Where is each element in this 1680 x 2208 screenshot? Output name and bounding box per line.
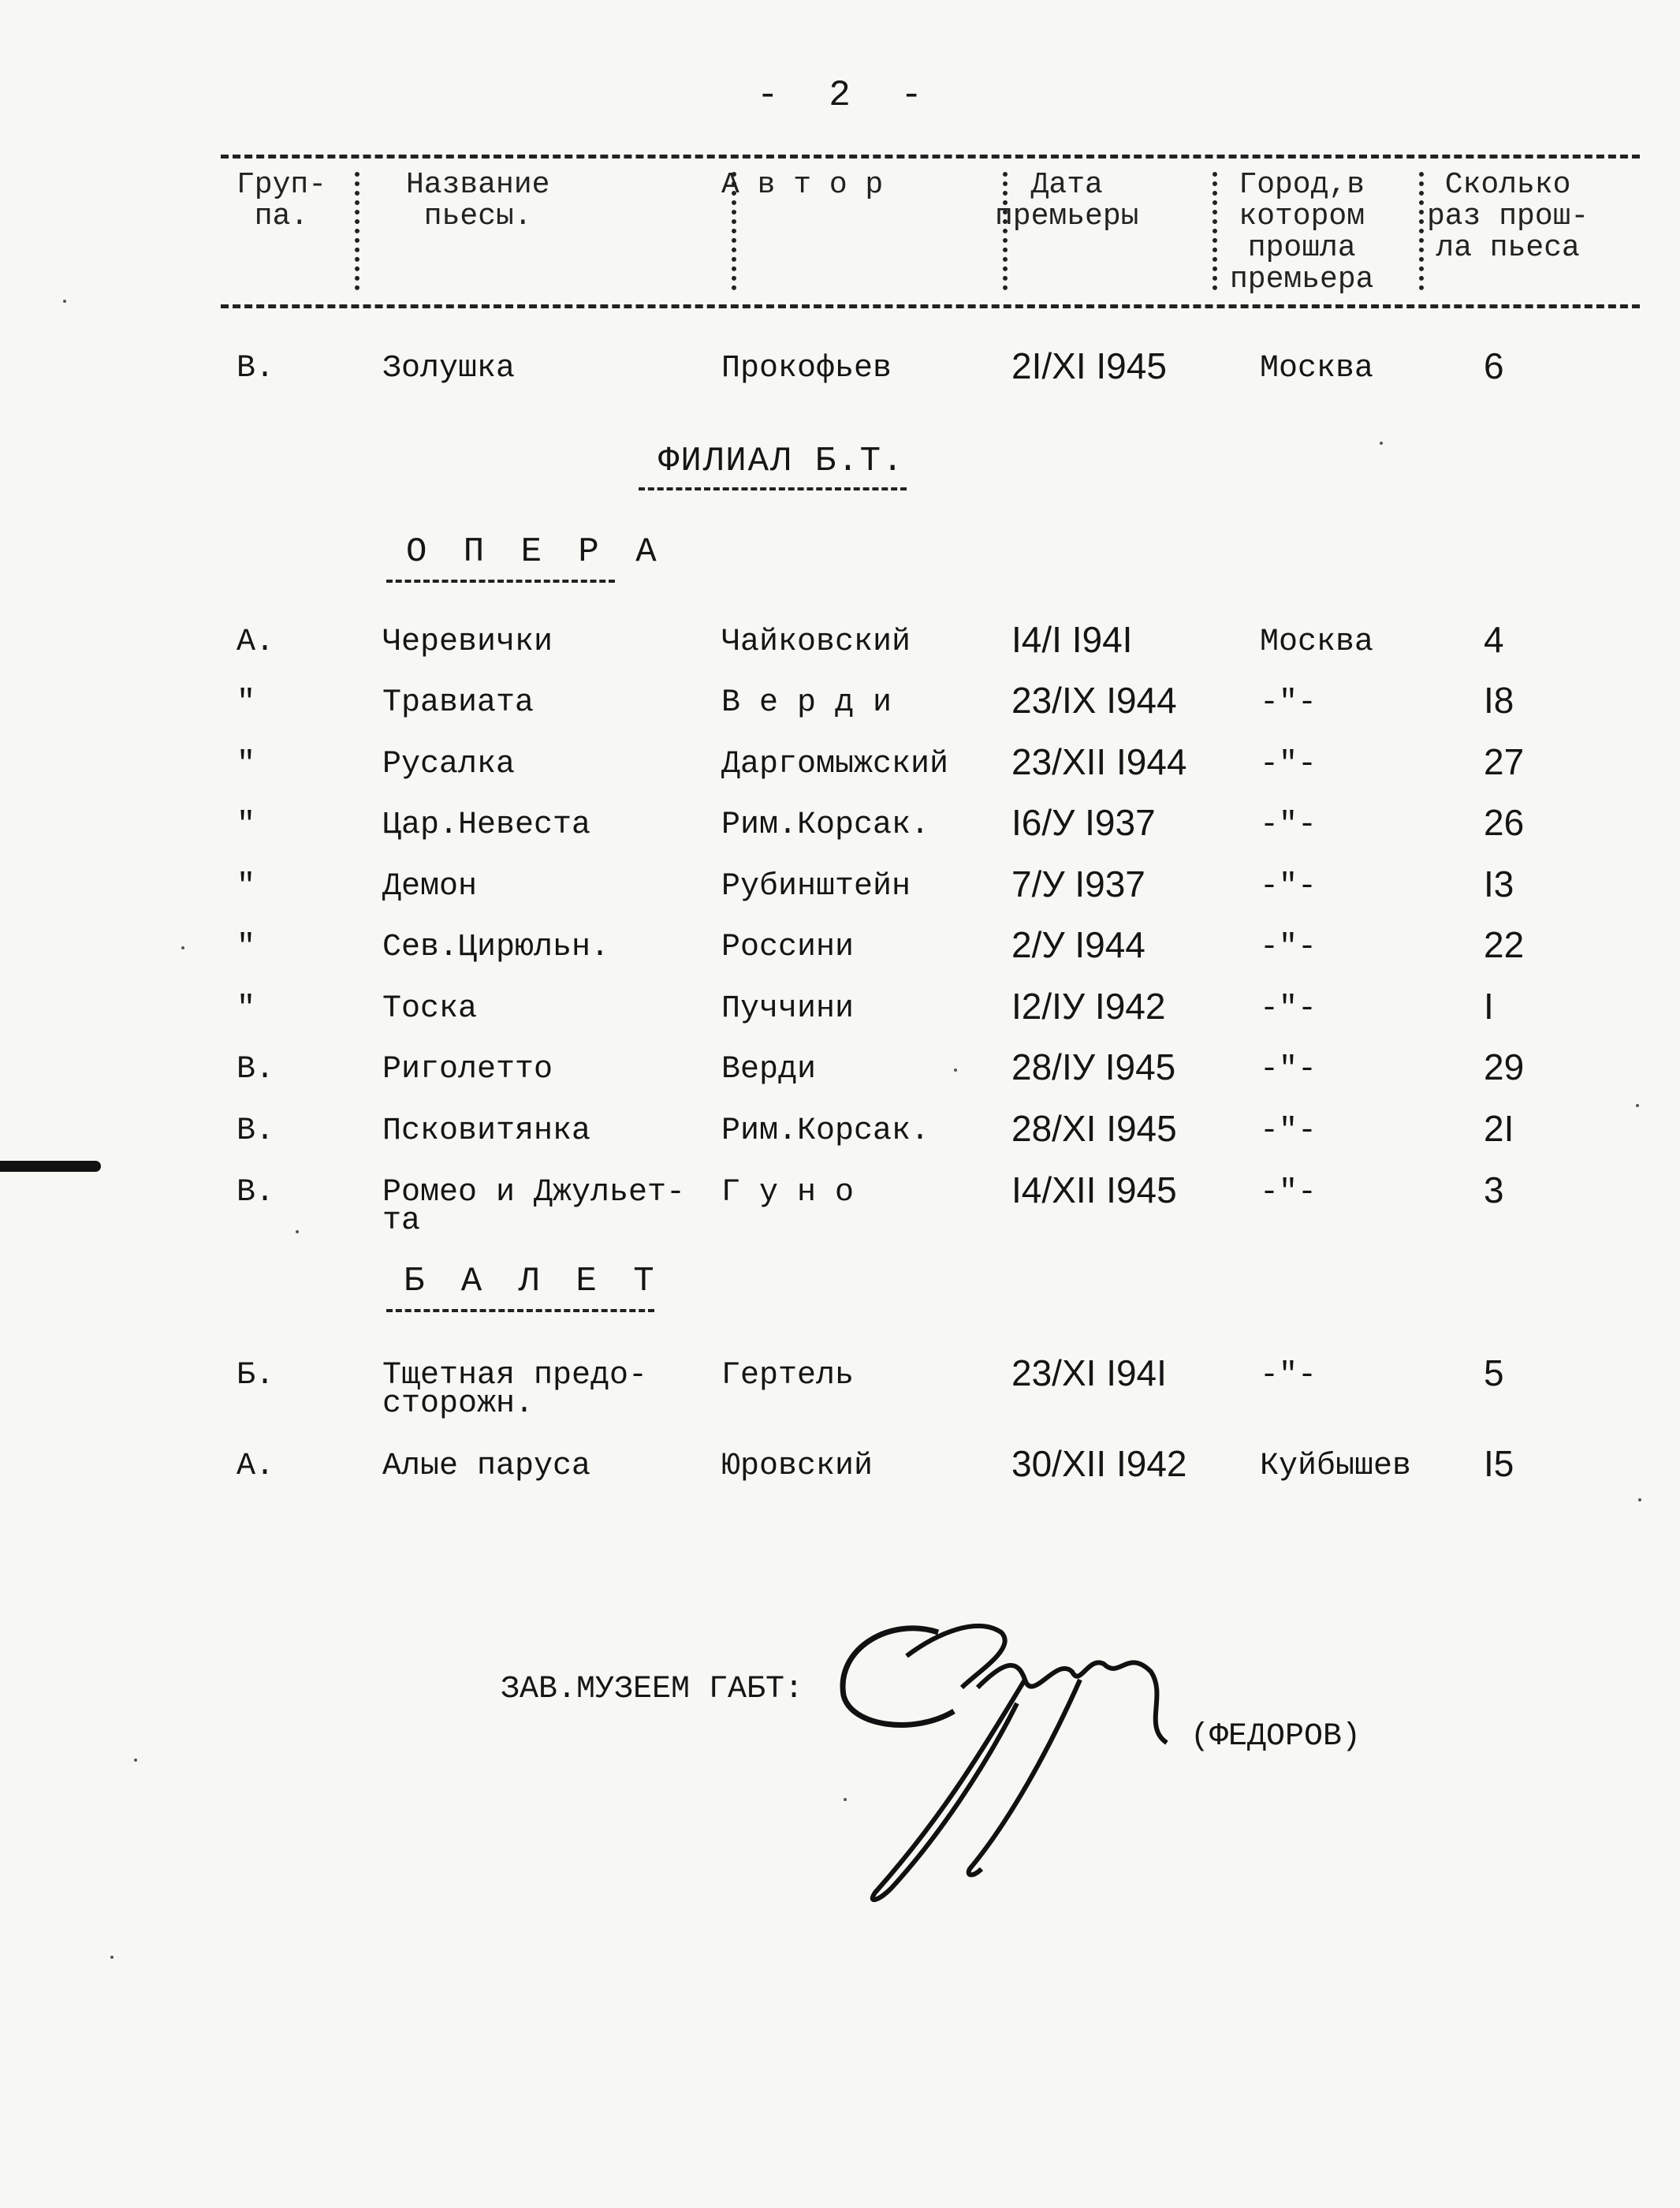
column-header: Город,в котором прошла премьера bbox=[1230, 168, 1374, 297]
cell-count: 27 bbox=[1484, 741, 1525, 782]
column-header: Дата премьеры bbox=[995, 168, 1139, 233]
cell-title: Черевички bbox=[382, 625, 553, 660]
column-separator bbox=[732, 172, 736, 290]
cell-count: I8 bbox=[1484, 680, 1514, 721]
cell-count: 26 bbox=[1484, 802, 1525, 843]
column-header: Сколько раз прош- ла пьеса bbox=[1427, 168, 1589, 265]
cell-author: Чайковский bbox=[721, 625, 911, 660]
cell-count: 6 bbox=[1484, 345, 1504, 386]
cell-author: Пуччини bbox=[721, 991, 855, 1027]
cell-date: I4/I I94I bbox=[1011, 619, 1133, 660]
cell-group: В. bbox=[237, 1175, 275, 1210]
cell-count: 29 bbox=[1484, 1046, 1525, 1087]
cell-count: I5 bbox=[1484, 1443, 1514, 1484]
cell-city: -"- bbox=[1260, 1175, 1317, 1210]
signatory-name: (ФЕДОРОВ) bbox=[1190, 1719, 1362, 1755]
cell-date: 28/XI I945 bbox=[1011, 1108, 1177, 1149]
table-top-rule bbox=[221, 155, 1640, 159]
ballet-title-underline bbox=[386, 1309, 654, 1312]
cell-title: Риголетто bbox=[382, 1052, 553, 1087]
cell-count: 22 bbox=[1484, 924, 1525, 965]
cell-city: Москва bbox=[1260, 625, 1374, 660]
cell-date: 2I/XI I945 bbox=[1011, 345, 1167, 386]
cell-city: Куйбышев bbox=[1260, 1449, 1412, 1484]
cell-date: 23/XII I944 bbox=[1011, 741, 1187, 782]
branch-title: ФИЛИАЛ Б.Т. bbox=[658, 442, 905, 481]
cell-city: -"- bbox=[1260, 807, 1317, 843]
column-separator bbox=[355, 172, 359, 290]
cell-date: 28/IУ I945 bbox=[1011, 1046, 1176, 1087]
cell-date: 23/IX I944 bbox=[1011, 680, 1177, 721]
cell-author: Юровский bbox=[721, 1449, 874, 1484]
cell-title: Тоска bbox=[382, 991, 478, 1027]
cell-group: В. bbox=[237, 1113, 275, 1149]
column-separator bbox=[1213, 172, 1217, 290]
signature-label: ЗАВ.МУЗЕЕМ ГАБТ: bbox=[501, 1672, 804, 1707]
cell-date: 7/У I937 bbox=[1011, 863, 1145, 904]
cell-count: 3 bbox=[1484, 1169, 1504, 1210]
cell-title: Ромео и Джульет- bbox=[382, 1175, 686, 1210]
cell-date: I6/У I937 bbox=[1011, 802, 1156, 843]
cell-group: " bbox=[237, 685, 256, 721]
cell-city: -"- bbox=[1260, 869, 1317, 904]
cell-group: В. bbox=[237, 1052, 275, 1087]
cell-author: Рим.Корсак. bbox=[721, 1113, 930, 1149]
cell-city: -"- bbox=[1260, 1358, 1317, 1393]
cell-group: " bbox=[237, 869, 256, 904]
cell-city: -"- bbox=[1260, 930, 1317, 965]
cell-date: 30/XII I942 bbox=[1011, 1443, 1187, 1484]
cell-title: Тщетная предо- bbox=[382, 1358, 648, 1393]
cell-title: Травиата bbox=[382, 685, 535, 721]
cell-author: Верди bbox=[721, 1052, 817, 1087]
cell-title: Золушка bbox=[382, 351, 516, 386]
cell-group: " bbox=[237, 930, 256, 965]
cell-group: " bbox=[237, 747, 256, 782]
cell-count: 5 bbox=[1484, 1352, 1504, 1393]
margin-mark bbox=[0, 1161, 101, 1172]
cell-author: Рубинштейн bbox=[721, 869, 911, 904]
cell-author: Г у н о bbox=[721, 1175, 855, 1210]
cell-author: Россини bbox=[721, 930, 855, 965]
cell-group: А. bbox=[237, 625, 275, 660]
opera-title-underline bbox=[386, 580, 615, 583]
cell-count: 2I bbox=[1484, 1108, 1514, 1149]
cell-city: -"- bbox=[1260, 685, 1317, 721]
cell-author: В е р д и bbox=[721, 685, 892, 721]
cell-count: I bbox=[1484, 986, 1494, 1027]
cell-title: Алые паруса bbox=[382, 1449, 591, 1484]
cell-group: В. bbox=[237, 351, 275, 386]
cell-group: " bbox=[237, 807, 256, 843]
opera-section-title: О П Е Р А bbox=[406, 532, 665, 572]
column-header: А в т о р bbox=[721, 168, 884, 202]
cell-author: Гертель bbox=[721, 1358, 855, 1393]
cell-title: Сев.Цирюльн. bbox=[382, 930, 610, 965]
handwritten-signature bbox=[820, 1601, 1198, 1916]
cell-date: 2/У I944 bbox=[1011, 924, 1145, 965]
cell-city: -"- bbox=[1260, 747, 1317, 782]
cell-author: Рим.Корсак. bbox=[721, 807, 930, 843]
cell-date: 23/XI I94I bbox=[1011, 1352, 1167, 1393]
cell-group: " bbox=[237, 991, 256, 1027]
cell-author: Даргомыжский bbox=[721, 747, 949, 782]
branch-title-underline bbox=[639, 487, 907, 490]
cell-date: I4/XII I945 bbox=[1011, 1169, 1177, 1210]
cell-group: А. bbox=[237, 1449, 275, 1484]
column-header: Название пьесы. bbox=[406, 168, 550, 233]
cell-city: -"- bbox=[1260, 1113, 1317, 1149]
column-header: Груп- па. bbox=[237, 168, 327, 233]
cell-group: Б. bbox=[237, 1358, 275, 1393]
cell-title: Русалка bbox=[382, 747, 516, 782]
cell-count: I3 bbox=[1484, 863, 1514, 904]
cell-count: 4 bbox=[1484, 619, 1504, 660]
cell-city: -"- bbox=[1260, 1052, 1317, 1087]
cell-city: -"- bbox=[1260, 991, 1317, 1027]
ballet-section-title: Б А Л Е Т bbox=[404, 1262, 662, 1301]
cell-title: Цар.Невеста bbox=[382, 807, 591, 843]
column-separator bbox=[1003, 172, 1008, 290]
cell-title: Псковитянка bbox=[382, 1113, 591, 1149]
table-header-rule bbox=[221, 304, 1640, 308]
cell-title-continued: та bbox=[382, 1203, 421, 1239]
column-separator bbox=[1419, 172, 1424, 290]
cell-title-continued: сторожн. bbox=[382, 1386, 535, 1422]
cell-city: Москва bbox=[1260, 351, 1374, 386]
page-number: - 2 - bbox=[757, 75, 937, 116]
cell-date: I2/IУ I942 bbox=[1011, 986, 1166, 1027]
cell-author: Прокофьев bbox=[721, 351, 892, 386]
cell-title: Демон bbox=[382, 869, 478, 904]
